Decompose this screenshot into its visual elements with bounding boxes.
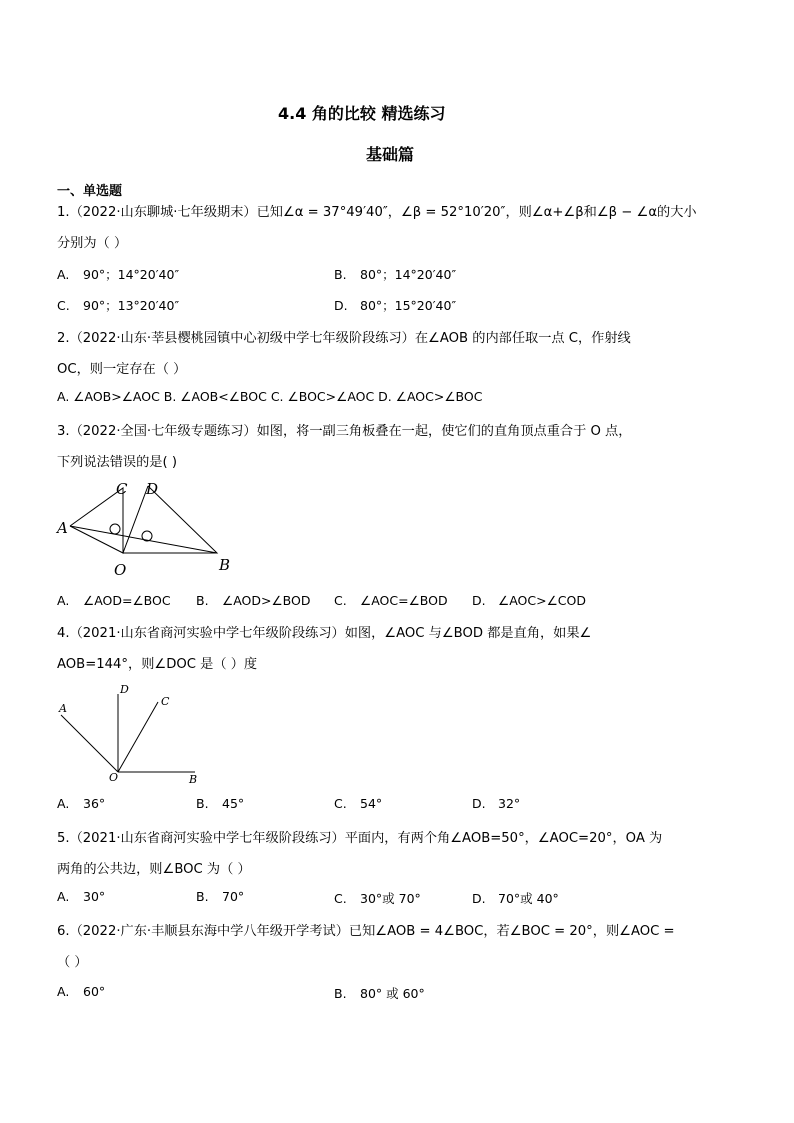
q4-option-d: D. 32°: [472, 796, 521, 811]
q3-figure: [55, 478, 240, 580]
q4-stem-line2: AOB=144°，则∠DOC 是（ ）度: [57, 657, 258, 672]
q1-option-d: D. 80°；15°20′40″: [334, 298, 457, 313]
q3-stem-line2: 下列说法错误的是( ): [57, 455, 177, 470]
q5-option-b: B. 70°: [196, 889, 245, 904]
q3-label-o: O: [114, 561, 127, 579]
q4-label-b: B: [189, 773, 198, 786]
q4-figure: [55, 680, 210, 788]
q2-stem-line1: 2.（2022·山东·莘县樱桃园镇中心初级中学七年级阶段练习）在∠AOB 的内部任取一点 C，作射线: [57, 331, 631, 346]
q6-stem-line2: （ ）: [57, 955, 88, 970]
q6-option-b: B. 80° 或 60°: [334, 986, 425, 1001]
q4-label-d: D: [120, 683, 129, 696]
q1-option-c: C. 90°；13°20′40″: [57, 298, 180, 313]
q2-options: A. ∠AOB>∠AOC B. ∠AOB<∠BOC C. ∠BOC>∠AOC D. ∠AOC>∠BOC: [57, 389, 483, 404]
q6-option-a: A. 60°: [57, 984, 106, 999]
q5-stem-line2: 两角的公共边，则∠BOC 为（ ）: [57, 862, 251, 877]
section-heading: 一、单选题: [57, 184, 123, 199]
q3-stem-line1: 3.（2022·全国·七年级专题练习）如图，将一副三角板叠在一起，使它们的直角顶点重合于 O 点，: [57, 424, 632, 439]
q6-stem-line1: 6.（2022·广东·丰顺县东海中学八年级开学考试）已知∠AOB = 4∠BOC，若∠BOC = 20°，则∠AOC =: [57, 924, 675, 939]
q3-label-c: C: [116, 480, 128, 498]
q3-label-a: A: [57, 519, 68, 537]
q3-triangle-dob: [123, 486, 217, 553]
q1-stem-line1: 1.（2022·山东聊城·七年级期末）已知∠α = 37°49′40″，∠β = 52°10′20″，则∠α+∠β和∠β − ∠α的大小: [57, 205, 697, 220]
q4-option-a: A. 36°: [57, 796, 106, 811]
q5-stem-line1: 5.（2021·山东省商河实验中学七年级阶段练习）平面内，有两个角∠AOB=50°，∠AOC=20°，OA 为: [57, 831, 663, 846]
q3-hole-2: [142, 531, 152, 541]
q4-option-c: C. 54°: [334, 796, 383, 811]
q1-option-b: B. 80°；14°20′40″: [334, 267, 457, 282]
q3-label-d: D: [146, 480, 159, 498]
page-subtitle: 基础篇: [366, 145, 415, 164]
page-title: 4.4 角的比较 精选练习: [278, 104, 446, 123]
q5-option-a: A. 30°: [57, 889, 106, 904]
q3-option-c: C. ∠AOC=∠BOD: [334, 593, 448, 608]
q3-option-b: B. ∠AOD>∠BOD: [196, 593, 311, 608]
q4-option-b: B. 45°: [196, 796, 245, 811]
q4-label-o: O: [109, 771, 119, 784]
q2-stem-line2: OC，则一定存在（ ）: [57, 362, 187, 377]
q1-stem-line2: 分别为（ ）: [57, 236, 128, 251]
q3-option-a: A. ∠AOD=∠BOC: [57, 593, 171, 608]
q4-ray-oc: [118, 702, 158, 772]
q4-label-c: C: [161, 695, 170, 708]
q5-option-c: C. 30°或 70°: [334, 891, 421, 906]
q5-option-d: D. 70°或 40°: [472, 891, 559, 906]
q3-label-b: B: [219, 556, 231, 574]
q4-label-a: A: [59, 702, 67, 715]
q4-ray-oa: [61, 715, 118, 772]
q3-hole-1: [110, 524, 120, 534]
q3-option-d: D. ∠AOC>∠COD: [472, 593, 586, 608]
q1-option-a: A. 90°；14°20′40″: [57, 267, 180, 282]
q4-stem-line1: 4.（2021·山东省商河实验中学七年级阶段练习）如图，∠AOC 与∠BOD 都是直角，如果∠: [57, 626, 592, 641]
